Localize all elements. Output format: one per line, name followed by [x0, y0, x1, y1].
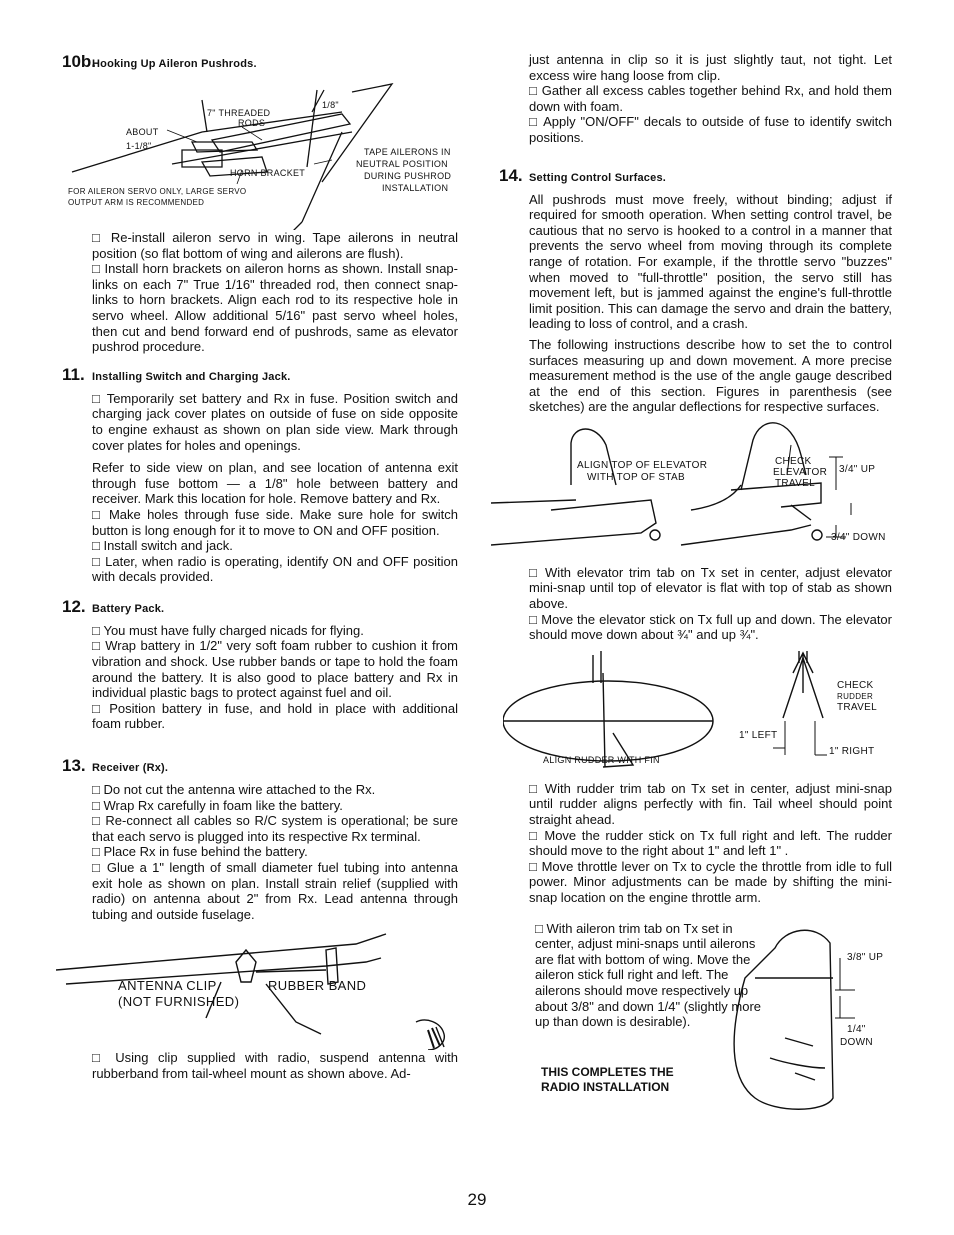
label-rudder-travel: TRAVEL: [837, 701, 877, 713]
s11-para-2: Refer to side view on plan, and see location of antenna exit through fuse bottom — a 1/8" hole between battery and receiver. Mark this location for hole. Remove battery and Rx.: [92, 460, 458, 507]
s14-step-elevator-trim: □ With elevator trim tab on Tx set in center, adjust elevator mini-snap until top of elevator is flat with top of stab as shown above.: [529, 565, 892, 612]
label-one-inch-left: 1" LEFT: [739, 729, 778, 741]
label-one-and-eighth: 1-1/8": [126, 141, 152, 151]
s11-step-5: □ Later, when radio is operating, identify ON and OFF position with decals provided.: [92, 554, 458, 585]
label-elevator: ELEVATOR: [773, 466, 828, 478]
s13-step-1: □ Do not cut the antenna wire attached to the Rx.: [92, 782, 458, 798]
elevator-travel-figure: [529, 415, 892, 565]
s14-step-throttle: □ Move throttle lever on Tx to cycle the throttle from idle to full power. Minor adjustments can be made by shifting the mini-snap location on the engine throttle arm.: [529, 859, 892, 906]
s14-step-elevator-stick: □ Move the elevator stick on Tx full up and down. The elevator should move down about ¾" and up ¾".: [529, 612, 892, 643]
s14-step-rudder-trim: □ With rudder trim tab on Tx set in center, adjust mini-snap until rudder aligns perfectly with fin. Tail wheel should point straight ahead.: [529, 781, 892, 828]
aileron-pushrod-figure: [68, 72, 458, 230]
label-about: ABOUT: [126, 127, 159, 137]
antenna-clip-figure: [92, 922, 458, 1050]
label-travel: TRAVEL: [775, 477, 815, 489]
s13-step-6: □ Using clip supplied with radio, suspend antenna with rubberband from tail-wheel mount as shown above. Ad-: [92, 1050, 458, 1081]
label-quarter-inch: 1/4": [847, 1023, 866, 1035]
label-tape-3: DURING PUSHROD: [364, 171, 452, 181]
section-number: 12.: [62, 596, 86, 616]
s13-step-3: □ Re-connect all cables so R/C system is operational; be sure that each servo is plugged into its respective Rx terminal.: [92, 813, 458, 844]
label-with-top-stab: WITH TOP OF STAB: [587, 471, 685, 483]
s13-step-2: □ Wrap Rx carefully in foam like the battery.: [92, 798, 458, 814]
completion-note: [541, 1065, 674, 1095]
section-11-heading: [62, 364, 458, 385]
section-number: 10b.: [62, 52, 97, 71]
s12-step-2: □ Wrap battery in 1/2" very soft foam rubber to cushion it from vibration and shock. Use rubber bands or tape to hold the foam around the battery. It is also good to place battery and Rx in individual plastic bags to protect against fuel and oil.: [92, 638, 458, 700]
section-12-heading: [62, 596, 458, 617]
s11-step-1: □ Temporarily set battery and Rx in fuse. Position switch and charging jack cover plates on outside of fuse on side opposite to engine exhaust as shown on plan side view. Mark through cover plates for holes and openings.: [92, 391, 458, 453]
s13-step-4: □ Place Rx in fuse behind the battery.: [92, 844, 458, 860]
s12-step-1: □ You must have fully charged nicads for flying.: [92, 623, 458, 639]
left-column: [62, 52, 459, 1082]
section-number: 11.: [62, 364, 85, 384]
label-servo-1: FOR AILERON SERVO ONLY, LARGE SERVO: [68, 187, 247, 196]
s10b-step-1: □ Re-install aileron servo in wing. Tape ailerons in neutral position (so flat bottom of wing and ailerons are flush).: [92, 230, 458, 261]
label-three-quarter-down: 3/4" DOWN: [831, 531, 886, 543]
label-check: CHECK: [775, 455, 812, 467]
label-horn-bracket: HORN BRACKET: [230, 168, 306, 178]
label-not-furnished: (NOT FURNISHED): [118, 994, 240, 1010]
section-14-heading: [499, 165, 892, 186]
s14-para-2: The following instructions describe how to set the to control surfaces measuring up and down movement. A more precise measurement method is the use of the angle gauge described at the end of this section. Figures in parenthesis (see sketches) are the angular deflections for respective surfaces.: [529, 336, 892, 415]
label-one-inch-right: 1" RIGHT: [829, 745, 875, 757]
label-down: DOWN: [840, 1036, 873, 1048]
label-tape-2: NEUTRAL POSITION: [356, 159, 448, 169]
label-tape-1: TAPE AILERONS IN: [364, 147, 451, 157]
label-7in-threaded: 7" THREADED: [207, 108, 271, 118]
label-align-rudder: ALIGN RUDDER WITH FIN: [543, 754, 660, 765]
label-eighth-inch: 1/8": [322, 100, 339, 110]
section-title: Battery Pack.: [92, 602, 165, 615]
section-title: Receiver (Rx).: [92, 762, 169, 775]
step-gather-cables: □ Gather all excess cables together behind Rx, and hold them down with foam.: [529, 83, 892, 114]
label-antenna-clip: ANTENNA CLIP: [118, 978, 217, 994]
s11-step-3: □ Make holes through fuse side. Make sure hole for switch button is long enough for it to move to ON and OFF position.: [92, 507, 458, 538]
s12-step-3: □ Position battery in fuse, and hold in place with additional foam rubber.: [92, 701, 458, 732]
section-title: Setting Control Surfaces.: [529, 171, 667, 184]
label-align-top-elevator: ALIGN TOP OF ELEVATOR: [577, 459, 708, 471]
label-tape-4: INSTALLATION: [382, 183, 449, 193]
label-rudder-check: CHECK: [837, 679, 874, 691]
label-rudder: RUDDER: [837, 691, 874, 701]
s14-para-1: All pushrods must move freely, without binding; adjust if required for smooth operation. When setting control travel, be cautious that no servo is hooked to a control in a manner that prevents the servo wheel from moving through its complete range of rotation. For example, if the throttle servo "buzzes" when moved to "full-throttle" position, the servo still has movement left, but is jammed against the engine's full-throttle limit position. This can damage the servo and drain the battery, leading to loss of control, and a crash.: [529, 191, 892, 332]
right-column: [499, 52, 893, 1118]
s10b-step-2: □ Install horn brackets on aileron horns as shown. Install snap-links on each 7" True 1/16" threaded rod, then connect snap-links to horn brackets. Align each rod to its respective hole in servo wheel. Allow additional 5/16" past servo wheel holes, then cut and bend forward end of pushrods, same as elevator pushrod procedure.: [92, 261, 458, 355]
s14-step-aileron: □ With aileron trim tab on Tx set in center, adjust mini-snaps until ailerons are flat with bottom of wing. Move the aileron stick full right and left. The ailerons should move respectively up about 3/8" and down 1/4" (slightly more up than down is desirable).: [535, 921, 765, 1030]
continued-para: just antenna in clip so it is just slightly taut, not tight. Let excess wire hang loose from clip.: [529, 52, 892, 83]
section-number: 14.: [499, 165, 523, 185]
label-servo-2: OUTPUT ARM IS RECOMMENDED: [68, 198, 205, 207]
completion-line-2: RADIO INSTALLATION: [541, 1079, 670, 1094]
rudder-travel-figure: [529, 643, 892, 781]
label-three-quarter-up: 3/4" UP: [839, 463, 876, 475]
label-rubber-band: RUBBER BAND: [268, 978, 367, 994]
label-rods: RODS: [238, 118, 266, 128]
aileron-travel-drawing: [715, 918, 892, 1118]
completion-line-1: THIS COMPLETES THE: [541, 1064, 674, 1079]
section-title: Hooking Up Aileron Pushrods.: [92, 58, 257, 70]
label-three-eighths-up: 3/8" UP: [847, 951, 884, 963]
aileron-travel-block: [529, 918, 892, 1118]
s11-step-4: □ Install switch and jack.: [92, 538, 458, 554]
section-13-heading: [62, 756, 458, 776]
s13-step-5: □ Glue a 1" length of small diameter fuel tubing into antenna exit hole as shown on plan. Install strain relief (supplied with radio) on antenna about 2" from Rx. Lead antenna through tubing and outside fuselage.: [92, 860, 458, 922]
section-title: Installing Switch and Charging Jack.: [92, 370, 291, 383]
section-number: 13.: [62, 756, 86, 776]
section-10b-heading: [62, 52, 458, 72]
step-apply-decals: □ Apply "ON/OFF" decals to outside of fuse to identify switch positions.: [529, 114, 892, 145]
page-number: 29: [467, 1190, 487, 1209]
s14-step-rudder-stick: □ Move the rudder stick on Tx full right and left. The rudder should move to the right about 1" and left 1" .: [529, 828, 892, 859]
